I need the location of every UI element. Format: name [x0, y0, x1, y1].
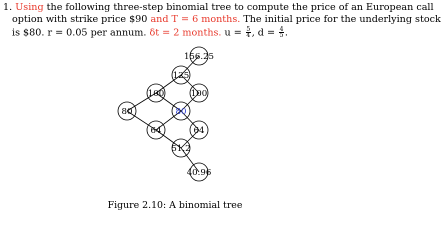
d-numerator: 4 [279, 25, 284, 33]
tree-node-n64 [147, 121, 165, 139]
tree-nodes [118, 47, 214, 181]
tree-node-n100 [147, 84, 165, 102]
d-label: , d = [251, 27, 279, 39]
tree-node-n15625 [184, 47, 214, 65]
tree-node-n64b [190, 121, 208, 139]
problem-end: . [284, 27, 288, 39]
timestep-text: δt = 2 months. [149, 27, 222, 39]
maturity-text: and T = 6 months. [150, 14, 241, 26]
node-label: 125 [172, 71, 190, 81]
tree-node-n125 [172, 66, 190, 84]
using-word: Using [15, 2, 44, 13]
node-label: 156.25 [183, 52, 215, 62]
node-label: 64 [193, 126, 205, 136]
u-label: u = [221, 27, 245, 39]
problem-number: 1. [3, 2, 13, 13]
tree-node-n80 [118, 102, 136, 120]
strike-price-text: option with strike price $90 [12, 14, 151, 26]
node-label: 40.96 [186, 168, 212, 178]
tree-node-n512 [171, 139, 190, 157]
node-label: 64 [150, 126, 162, 136]
initial-price-text: The initial price for the underlying stock [240, 14, 441, 26]
figure-caption: Figure 2.10: A binomial tree [107, 200, 243, 211]
u-denominator: 4 [246, 32, 251, 40]
node-label: 80 [121, 107, 133, 117]
u-numerator: 5 [246, 25, 251, 33]
problem-line-1-text: the following three-step binomial tree to compute the price of an European call [43, 2, 434, 13]
node-label: 100 [147, 89, 165, 99]
tree-node-n80b [172, 102, 190, 120]
node-label: 51.2 [171, 144, 191, 154]
rate-text: is $80. r = 0.05 per annum. [12, 27, 150, 39]
tree-node-n100b [190, 84, 208, 102]
node-label: 100 [190, 89, 208, 99]
node-label: 80 [175, 107, 187, 117]
d-denominator: 5 [279, 32, 284, 40]
tree-node-n4096 [187, 163, 212, 181]
